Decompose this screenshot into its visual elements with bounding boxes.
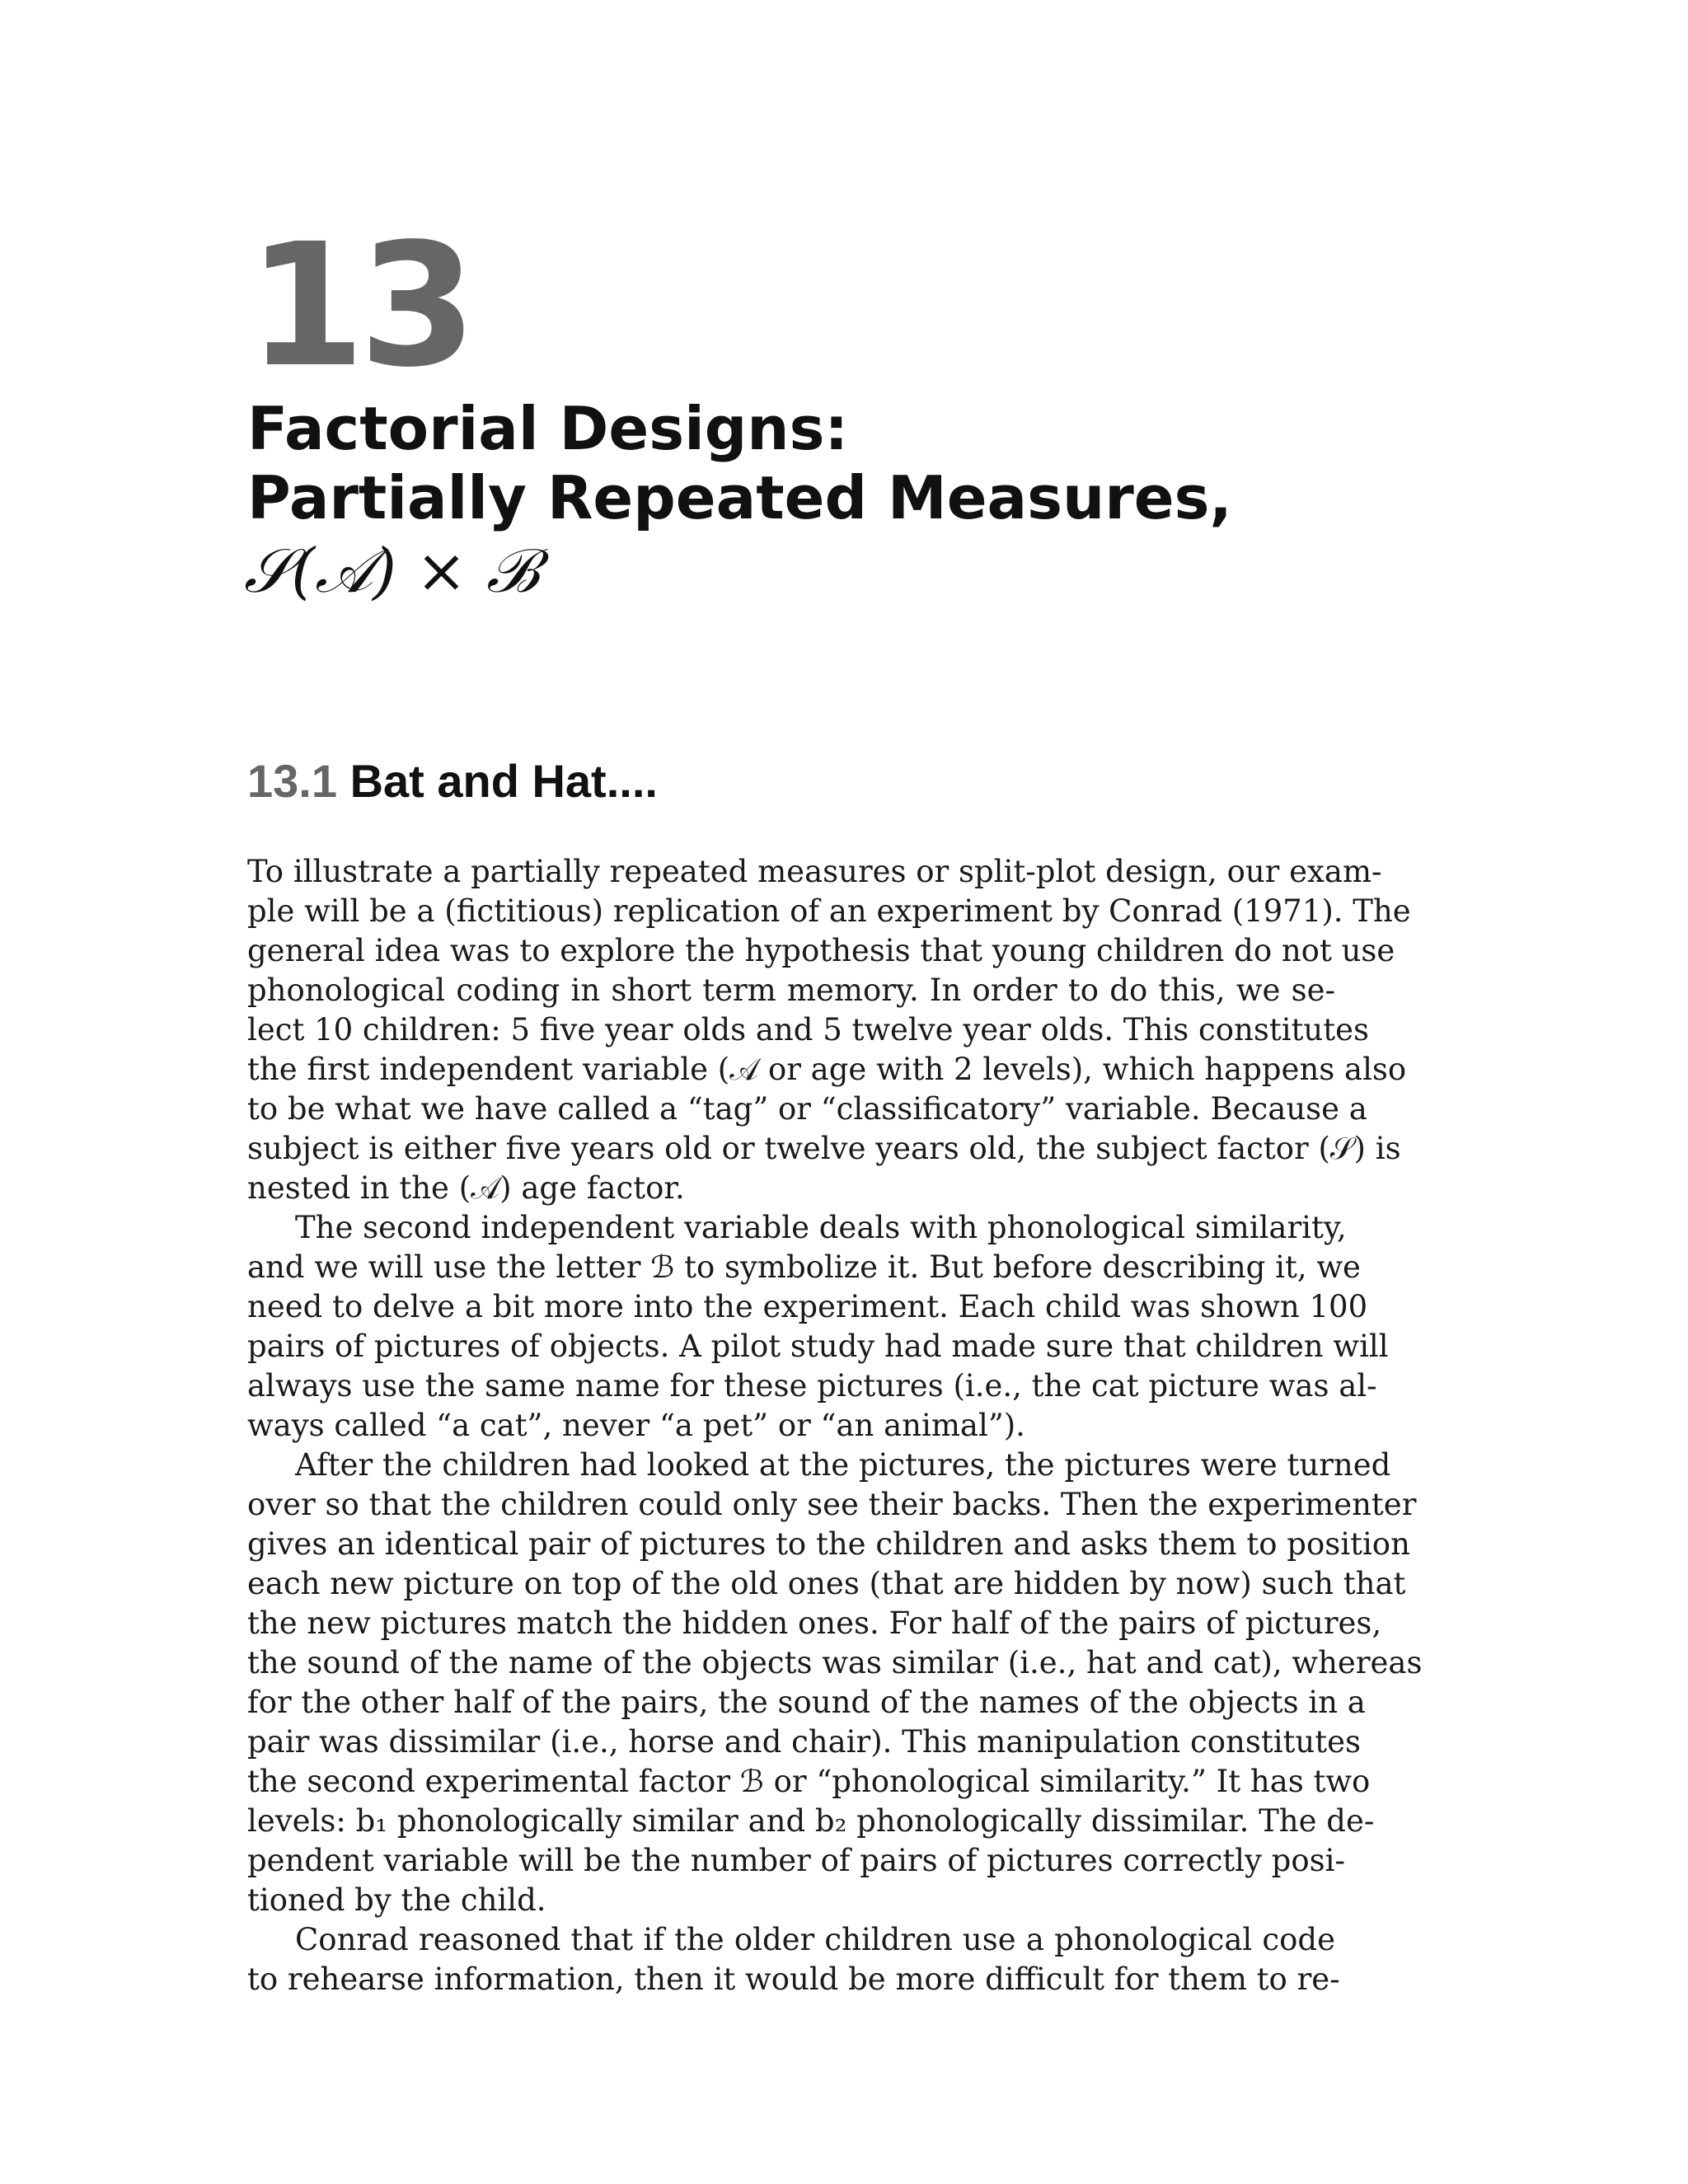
chapter-formula: 𝒮(𝒜) × ℬ	[244, 536, 538, 607]
body-line-20: the new pictures match the hidden ones. For half of the pairs of pictures,	[247, 1605, 1382, 1641]
body-line-8: subject is either five years old or twelve years old, the subject factor (𝒮) is	[247, 1131, 1401, 1166]
body-line-14: always use the same name for these pictures (i.e., the cat picture was al-	[247, 1368, 1377, 1404]
body-line-5: lect 10 children: 5 five year olds and 5 twelve year olds. This constitutes	[247, 1012, 1369, 1047]
body-line-7: to be what we have called a “tag” or “classificatory” variable. Because a	[247, 1091, 1367, 1127]
body-line-22: for the other half of the pairs, the sound of the names of the objects in a	[247, 1685, 1366, 1720]
body-line-23: pair was dissimilar (i.e., horse and chair). This manipulation constitutes	[247, 1724, 1362, 1760]
body-line-29: to rehearse information, then it would be more difficult for them to re-	[247, 1961, 1340, 1997]
body-line-12: need to delve a bit more into the experiment. Each child was shown 100	[247, 1289, 1368, 1324]
body-line-28: Conrad reasoned that if the older children use a phonological code	[295, 1922, 1335, 1957]
chapter-title-line-1: Factorial Designs:	[247, 394, 849, 463]
body-line-27: tioned by the child.	[247, 1882, 546, 1918]
body-line-24: the second experimental factor ℬ or “phonological similarity.” It has two	[247, 1764, 1371, 1799]
body-line-18: gives an identical pair of pictures to the children and asks them to position	[247, 1526, 1410, 1562]
body-line-26: pendent variable will be the number of pairs of pictures correctly posi-	[247, 1843, 1345, 1878]
body-line-9: nested in the (𝒜) age factor.	[247, 1170, 685, 1206]
body-line-17: over so that the children could only see their backs. Then the experimenter	[247, 1487, 1417, 1522]
section-title: Bat and Hat....	[349, 755, 658, 807]
chapter-number: 13	[247, 207, 471, 405]
body-line-25: levels: b₁ phonologically similar and b₂ phonologically dissimilar. The de-	[247, 1803, 1375, 1839]
body-line-21: the sound of the name of the objects was similar (i.e., hat and cat), whereas	[247, 1645, 1423, 1680]
body-line-11: and we will use the letter ℬ to symbolize it. But before describing it, we	[247, 1249, 1361, 1285]
body-line-16: After the children had looked at the pictures, the pictures were turned	[295, 1447, 1391, 1483]
chapter-title-line-2: Partially Repeated Measures,	[247, 463, 1232, 532]
body-line-19: each new picture on top of the old ones (that are hidden by now) such that	[247, 1566, 1406, 1601]
body-line-10: The second independent variable deals with phonological similarity,	[295, 1210, 1347, 1245]
chapter-title	[247, 394, 1232, 532]
section-heading	[247, 755, 658, 807]
body-line-1: To illustrate a partially repeated measures or split-plot design, our exam-	[247, 854, 1382, 889]
body-line-15: ways called “a cat”, never “a pet” or “an animal”).	[247, 1408, 1025, 1443]
body-line-2: ple will be a (fictitious) replication of an experiment by Conrad (1971). The	[247, 893, 1411, 929]
body-line-13: pairs of pictures of objects. A pilot study had made sure that children will	[247, 1329, 1389, 1364]
body-line-4: phonological coding in short term memory. In order to do this, we se-	[247, 972, 1335, 1008]
body-line-6: the first independent variable (𝒜 or age with 2 levels), which happens also	[247, 1052, 1407, 1087]
body-line-3: general idea was to explore the hypothesis that young children do not use	[247, 933, 1395, 968]
section-number: 13.1	[247, 755, 337, 807]
body-text	[247, 852, 1423, 1999]
